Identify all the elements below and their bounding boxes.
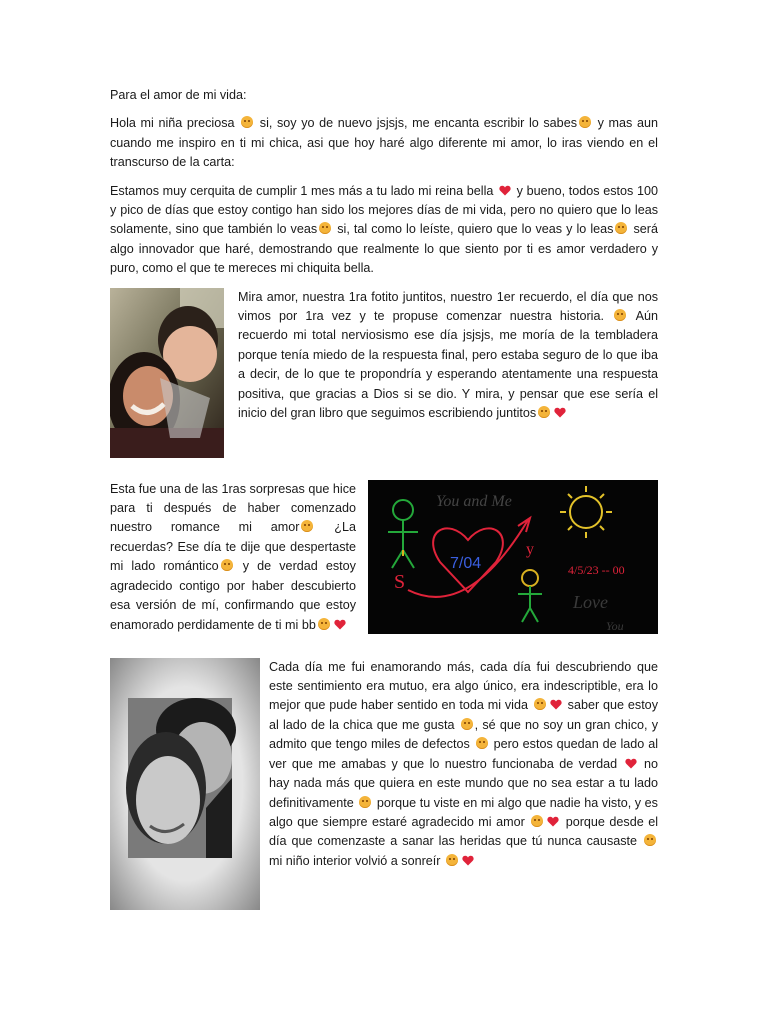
- smiling-face-icon: [461, 718, 473, 730]
- smiling-face-icon: [301, 520, 313, 532]
- red-heart-icon: [625, 758, 637, 769]
- drawing-y-letter: y: [526, 540, 534, 558]
- smiling-face-icon: [241, 116, 253, 128]
- text-segment: y de verdad estoy agradecido contigo por haber descubierto esa versión de mí, confirmando que estoy enamorado perdidamente de ti mi bb: [110, 559, 356, 632]
- text-segment: si, tal como lo leíste, quiero que lo veas y lo leas: [333, 222, 614, 237]
- text-segment: Hola mi niña preciosa: [110, 116, 240, 131]
- text-segment: y mas aun cuando me inspiro en ti mi chica, asi que hoy haré algo diferente mi amor, lo iras viendo en el transcurso de la carta:: [110, 116, 658, 170]
- smiling-face-icon: [579, 116, 591, 128]
- smiling-face-icon: [538, 406, 550, 418]
- red-heart-icon: [499, 185, 511, 196]
- text-segment: porque tu viste en mi algo que nadie ha visto, y es algo que siempre estaré agradecido mi amor: [269, 795, 658, 829]
- text-segment: ¿La recuerdas? Ese día te dije que despertaste mi lado romántico: [110, 520, 356, 574]
- drawing-date: 4/5/23 -- 00: [568, 562, 625, 577]
- drawing-heart-text: 7/04: [450, 554, 482, 572]
- text-segment: Esta fue una de las 1ras sorpresas que hice para ti después de haber comenzado nuestro romance mi amor: [110, 481, 356, 535]
- paragraph-first-surprise: [110, 480, 356, 635]
- red-heart-icon: [462, 855, 474, 866]
- text-segment: Aún recuerdo mi total nerviosismo ese día jsjsjs, me moría de la tembladera porque tenía miedo de la respuesta final, pero estaba seguro de lo que iba a decir, de lo que te propondría y esperando atentamente una respuesta positiva, que gracias a Dios si se dio. Y mira, y pensar que ese sería el inicio del gran libro que seguimos escribiendo juntitos: [238, 309, 658, 421]
- red-heart-icon: [550, 699, 562, 710]
- smiling-face-icon: [614, 309, 626, 321]
- text-segment: si, soy yo de nuevo jsjsjs, me encanta escribir lo sabes: [255, 116, 577, 131]
- smiling-face-icon: [318, 618, 330, 630]
- text-segment: saber que estoy al lado de la chica que me gusta: [269, 698, 658, 732]
- smiling-face-icon: [359, 796, 371, 808]
- text-segment: mi niño interior volvió a sonreír: [269, 853, 444, 868]
- first-photo-section: [110, 288, 658, 480]
- drawing-top-text: You and Me: [436, 492, 512, 510]
- couple-bw-photo: [110, 658, 260, 910]
- text-segment: porque desde el día que comenzaste a sanar las heridas que tú nunca causaste: [269, 814, 659, 849]
- red-heart-icon: [554, 407, 566, 418]
- couple-first-photo: [110, 288, 224, 458]
- paragraph-anniversary: [110, 182, 658, 279]
- smiling-face-icon: [319, 222, 331, 234]
- paragraph-falling-in-love: [269, 658, 658, 871]
- smiling-face-icon: [534, 698, 546, 710]
- text-segment: no hay nada más que quiera en este mundo que no sea estar a tu lado definitivamente: [269, 756, 658, 810]
- red-heart-icon: [547, 816, 559, 827]
- text-segment: Mira amor, nuestra 1ra fotito juntitos, nuestro 1er recuerdo, el día que nos vimos por 1ra vez y te propuse comenzar nuestra historia.: [238, 289, 658, 324]
- text-segment: será algo innovador que haré, demostrando que realmente lo que siento por ti es amor verdadero y puro, como el que te mereces mi chiquita bella.: [110, 222, 658, 276]
- falling-in-love-section: [110, 658, 658, 918]
- first-surprise-section: [110, 480, 658, 658]
- paragraph-intro: [110, 114, 658, 172]
- smiling-face-icon: [531, 815, 543, 827]
- smiling-face-icon: [615, 222, 627, 234]
- red-heart-icon: [334, 619, 346, 630]
- text-segment: , sé que no soy un gran chico, y admito que tengo miles de defectos: [269, 717, 658, 752]
- smiling-face-icon: [644, 834, 656, 846]
- letter-page: [110, 86, 658, 918]
- text-segment: pero estos quedan de lado al ver que me amabas y que lo nuestro funcionaba de verdad: [269, 737, 658, 771]
- text-segment: y bueno, todos estos 100 y pico de días que estoy contigo han sido los mejores días de mi vida, pero no quiero que lo leas solamente, sino que también lo veas: [110, 183, 658, 237]
- smiling-face-icon: [221, 559, 233, 571]
- paragraph-first-photo: [238, 288, 658, 424]
- text-segment: Estamos muy cerquita de cumplir 1 mes más a tu lado mi reina bella: [110, 183, 498, 198]
- drawing-you-text: You: [606, 618, 624, 633]
- text-segment: Cada día me fui enamorando más, cada día fui descubriendo que este sentimiento era mutuo, era algo único, era indescriptible, era lo mejor que pude haber sentido en toda mi vida: [269, 659, 658, 713]
- smiling-face-icon: [446, 854, 458, 866]
- drawing-s-letter: S: [394, 570, 406, 593]
- letter-title: Para el amor de mi vida:: [110, 88, 247, 102]
- smiling-face-icon: [476, 737, 488, 749]
- drawing-love-text: Love: [573, 591, 608, 612]
- romantic-drawing: [368, 480, 658, 634]
